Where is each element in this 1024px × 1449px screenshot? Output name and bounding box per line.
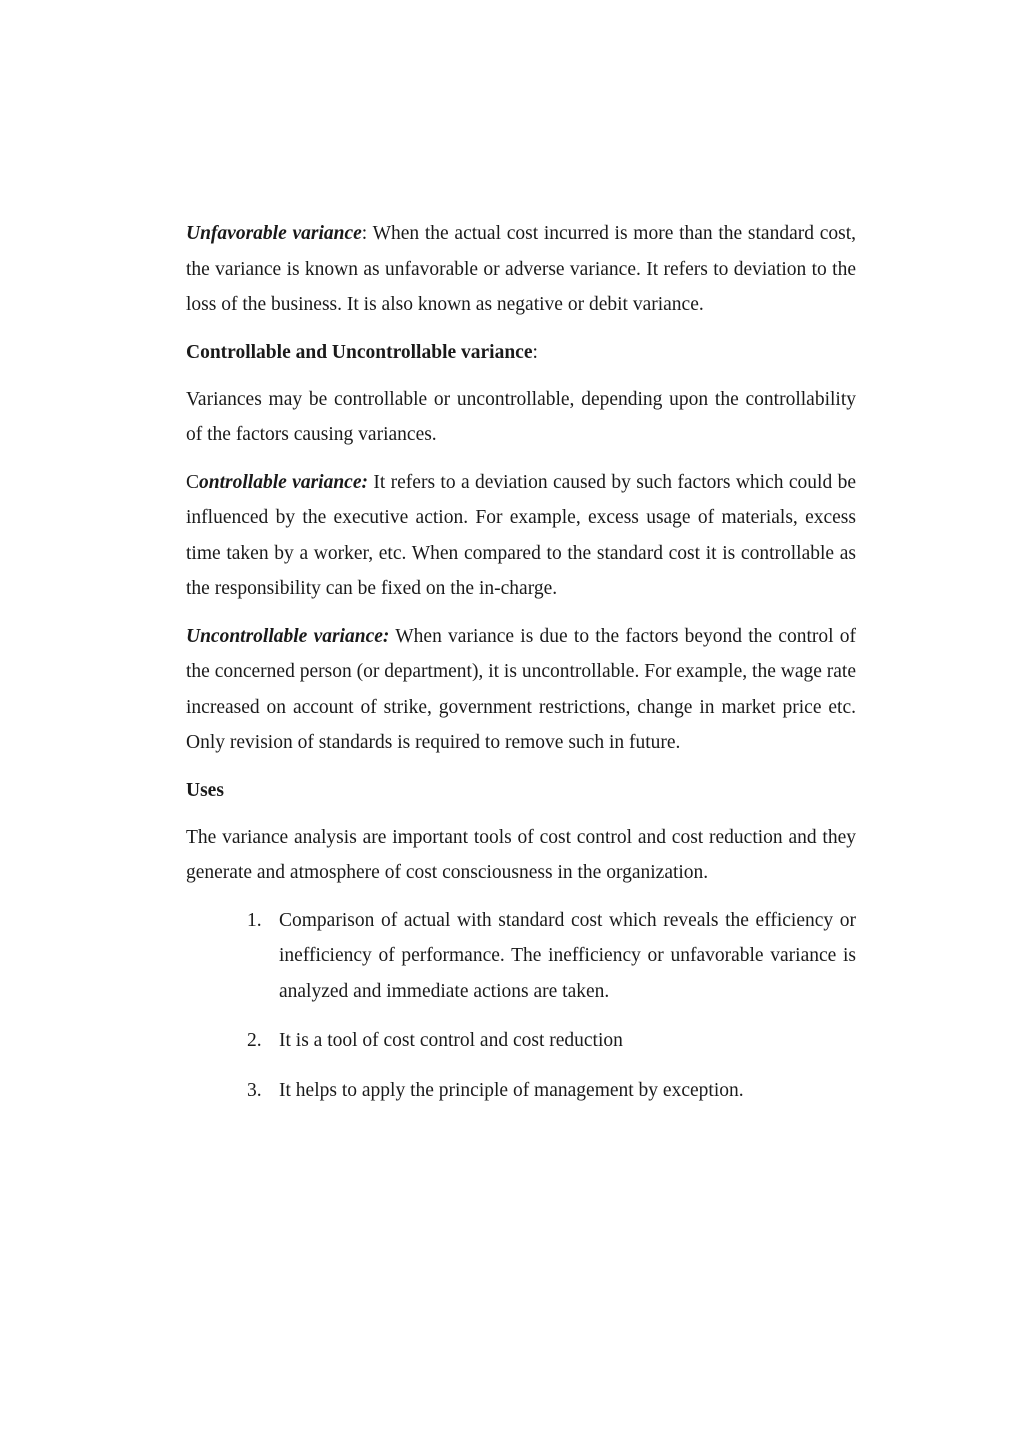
controllable-variance-term-initial: C — [186, 471, 200, 493]
controllable-variance-term: ontrollable variance: — [199, 471, 368, 493]
controllable-variance-paragraph — [186, 465, 856, 607]
list-item-number: 3. — [247, 1079, 262, 1101]
uses-heading: Uses — [186, 779, 224, 801]
unfavorable-variance-text: When the actual cost incurred is more than the standard cost, the variance is known as unfavorable or adverse variance. It refers to deviation to the loss of the business. It is also known as negative or debit variance. — [186, 223, 856, 315]
uncontrollable-variance-text: When variance is due to the factors beyond the control of the concerned person (or department), it is uncontrollable. For example, the wage rate increased on account of strike, government restrictions, change in market price etc. Only revision of standards is required to remove such in future. — [186, 625, 857, 753]
list-item-text: It helps to apply the principle of management by exception. — [279, 1079, 744, 1101]
uncontrollable-variance-paragraph — [186, 619, 856, 761]
uncontrollable-variance-term: Uncontrollable variance: — [186, 625, 390, 647]
list-item — [247, 1073, 856, 1109]
controllable-uncontrollable-separator: : — [532, 341, 538, 363]
unfavorable-variance-term: Unfavorable variance — [186, 223, 362, 244]
unfavorable-variance-separator: : — [361, 223, 368, 244]
controllable-uncontrollable-heading — [186, 335, 856, 370]
unfavorable-variance-paragraph — [186, 216, 856, 323]
controllable-intro-paragraph: Variances may be controllable or uncontrollable, depending upon the controllability of the factors causing variances. — [186, 388, 856, 445]
uses-intro-paragraph: The variance analysis are important tools of cost control and cost reduction and they generate and atmosphere of cost consciousness in the organization. — [186, 826, 856, 883]
controllable-variance-text: It refers to a deviation caused by such factors which could be influenced by the executive action. For example, excess usage of materials, excess time taken by a worker, etc. When compared to the standard cost it is controllable as the responsibility can be fixed on the in-charge. — [186, 471, 856, 599]
list-item — [247, 1023, 856, 1059]
list-item-text: Comparison of actual with standard cost which reveals the efficiency or inefficiency of performance. The inefficiency or unfavorable variance is analyzed and immediate actions are taken. — [279, 909, 856, 1002]
document-page — [186, 216, 856, 1122]
uses-list — [186, 903, 856, 1109]
list-item-number: 1. — [247, 909, 262, 931]
controllable-uncontrollable-title: Controllable and Uncontrollable variance — [186, 341, 533, 363]
list-item-text: It is a tool of cost control and cost reduction — [279, 1030, 623, 1051]
list-item — [247, 903, 856, 1010]
list-item-number: 2. — [247, 1030, 262, 1051]
